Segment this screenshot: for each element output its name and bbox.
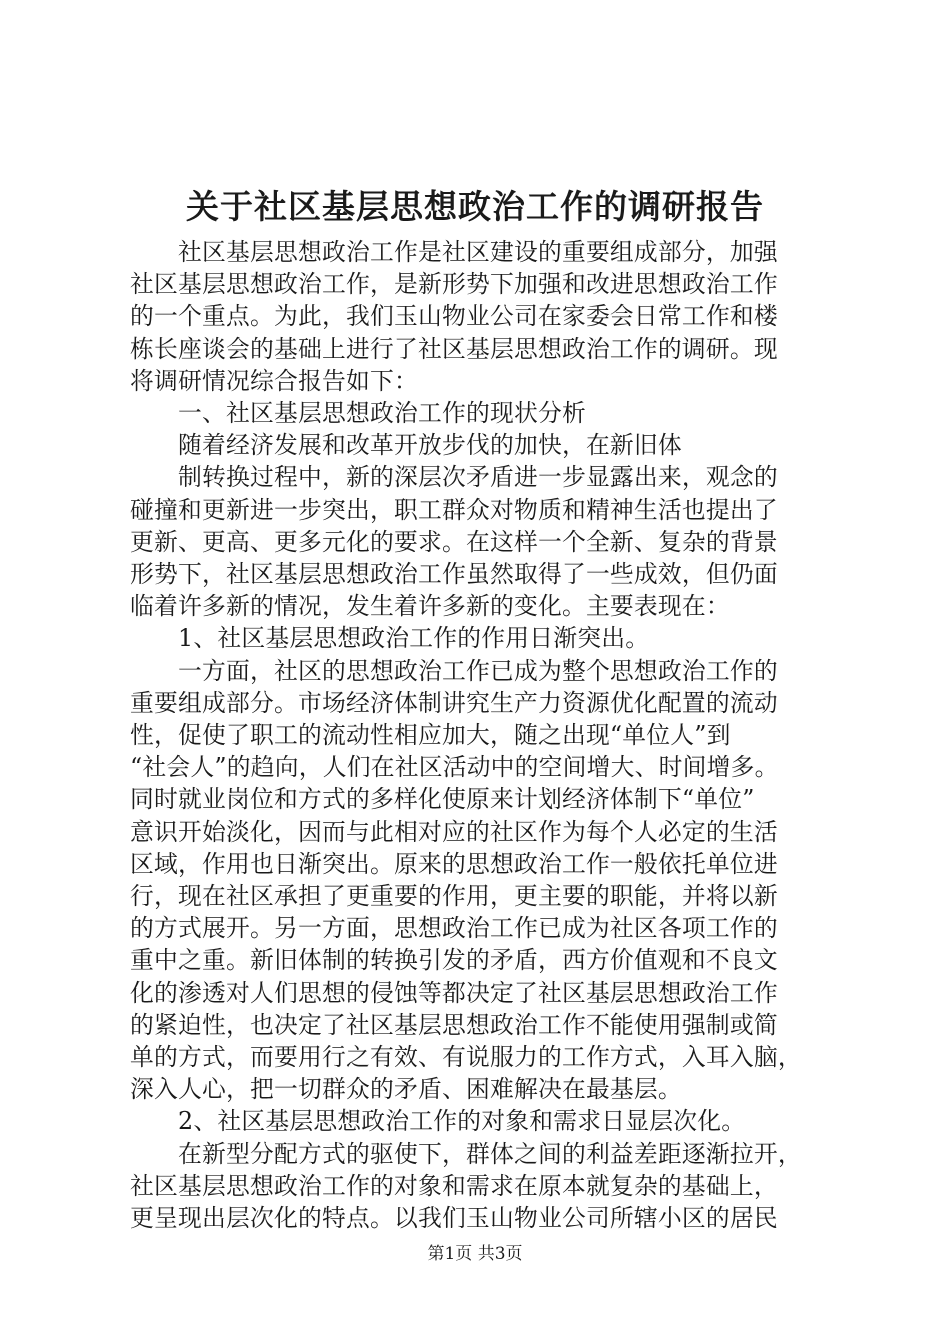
- body-text-line: 更呈现出层次化的特点。以我们玉山物业公司所辖小区的居民: [130, 1204, 778, 1232]
- body-text-line: 社区基层思想政治工作是社区建设的重要组成部分，加强: [130, 238, 778, 266]
- body-text-line: 化的渗透对人们思想的侵蚀等都决定了社区基层思想政治工作: [130, 978, 778, 1007]
- body-text-line: 栋长座谈会的基础上进行了社区基层思想政治工作的调研。现: [130, 334, 778, 363]
- body-text-line: 重中之重。新旧体制的转换引发的矛盾，西方价值观和不良文: [130, 946, 778, 975]
- body-text-line: 一方面，社区的思想政治工作已成为整个思想政治工作的: [130, 656, 778, 685]
- body-text-line: 形势下，社区基层思想政治工作虽然取得了一些成效，但仍面: [130, 560, 778, 588]
- body-text-line: 区域，作用也日渐突出。原来的思想政治工作一般依托单位进: [130, 849, 778, 878]
- body-text-line: 制转换过程中，新的深层次矛盾进一步显露出来，观念的: [130, 463, 778, 492]
- body-text-line: 社区基层思想政治工作的对象和需求在原本就复杂的基础上，: [130, 1171, 778, 1200]
- body-text-line: 将调研情况综合报告如下：: [130, 366, 418, 395]
- body-text-line: 同时就业岗位和方式的多样化使原来计划经济体制下“单位”: [130, 785, 755, 814]
- body-text-line: 性，促使了职工的流动性相应加大，随之出现“单位人”到: [130, 721, 731, 749]
- body-text-line: 的方式展开。另一方面，思想政治工作已成为社区各项工作的: [130, 914, 778, 943]
- body-text-line: 的紧迫性，也决定了社区基层思想政治工作不能使用强制或简: [130, 1010, 778, 1039]
- body-text-line: 2、社区基层思想政治工作的对象和需求日显层次化。: [130, 1107, 746, 1136]
- body-text-line: “社会人”的趋向，人们在社区活动中的空间增大、时间增多。: [130, 753, 779, 782]
- body-text-line: 社区基层思想政治工作，是新形势下加强和改进思想政治工作: [130, 270, 778, 299]
- body-text-line: 意识开始淡化，因而与此相对应的社区作为每个人必定的生活: [130, 817, 778, 846]
- body-text-line: 临着许多新的情况，发生着许多新的变化。主要表现在：: [130, 592, 730, 621]
- body-text-line: 碰撞和更新进一步突出，职工群众对物质和精神生活也提出了: [130, 495, 778, 524]
- body-text-line: 随着经济发展和改革开放步伐的加快，在新旧体: [130, 431, 682, 460]
- body-text-line: 单的方式，而要用行之有效、有说服力的工作方式，入耳入脑，: [130, 1043, 802, 1071]
- body-text-line: 深入人心，把一切群众的矛盾、困难解决在最基层。: [130, 1075, 682, 1104]
- document-title: 关于社区基层思想政治工作的调研报告: [186, 187, 764, 226]
- body-text-line: 的一个重点。为此，我们玉山物业公司在家委会日常工作和楼: [130, 302, 778, 331]
- body-text-line: 更新、更高、更多元化的要求。在这样一个全新、复杂的背景: [130, 527, 778, 556]
- body-text-line: 在新型分配方式的驱使下，群体之间的利益差距逐渐拉开，: [130, 1139, 802, 1168]
- page-footer: 第1页 共3页: [427, 1244, 523, 1264]
- body-text-line: 重要组成部分。市场经济体制讲究生产力资源优化配置的流动: [130, 688, 778, 717]
- body-text-line: 1、社区基层思想政治工作的作用日渐突出。: [130, 624, 650, 653]
- body-text-line: 一、社区基层思想政治工作的现状分析: [130, 399, 586, 427]
- body-text-line: 行，现在社区承担了更重要的作用，更主要的职能，并将以新: [130, 882, 778, 910]
